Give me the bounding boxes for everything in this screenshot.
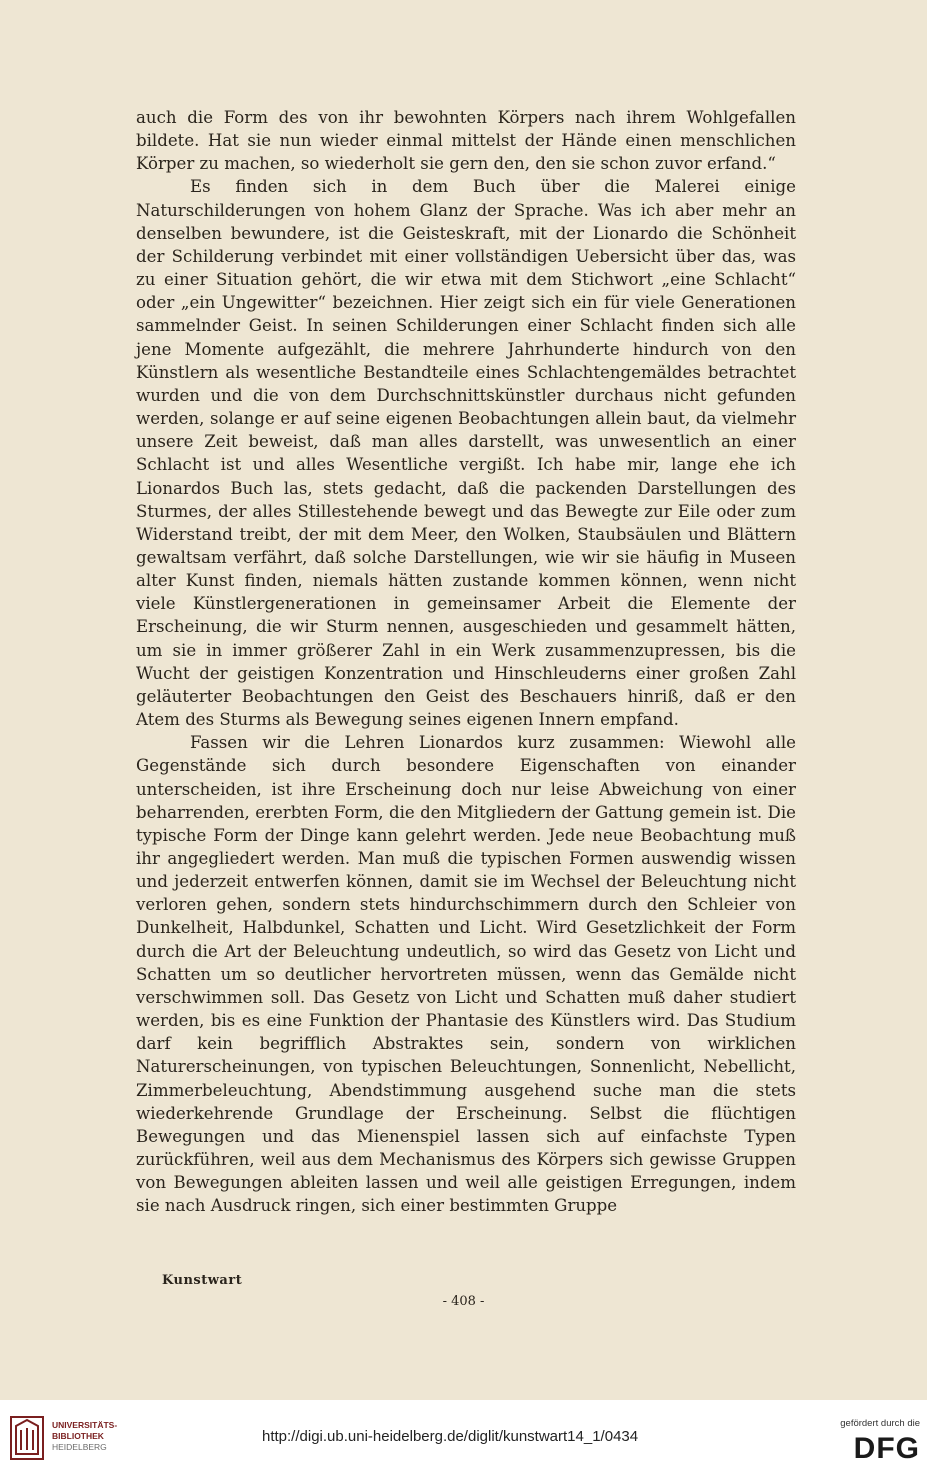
funder-caption: gefördert durch die <box>840 1418 920 1429</box>
paragraph: Es finden sich in dem Buch über die Malerei einige Naturschilderungen von hohem Glanz der Sprache. Was ich aber mehr an denselben bewundere, ist die Geisteskraft, mit der Lionardo die Schönheit der Schilderung verbindet mit einer vollständigen Uebersicht über das, was zu einer Situation gehört, die wir etwa mit dem Stichwort „eine Schlacht“ oder „ein Ungewitter“ bezeichnen. Hier zeigt sich ein für viele Generationen sammelnder Geist. In seinen Schilderungen einer Schlacht finden sich alle jene Momente aufgezählt, die mehrere Jahrhunderte hindurch von den Künstlern als wesentliche Bestandteile eines Schlachtengemäldes betrachtet wurden und die von dem Durchschnittskünstler durchaus nicht gefunden werden, solange er auf seine eigenen Beobachtungen allein baut, da vielmehr unsere Zeit beweist, daß man alles darstellt, was unwesentlich an einer Schlacht ist und alles Wesentliche vergißt. Ich habe mir, lange ehe ich Lionardos Buch las, stets gedacht, daß die packenden Darstellungen des Sturmes, der alles Stillestehende bewegt und das Bewegte zur Eile oder zum Widerstand treibt, der mit dem Meer, den Wolken, Staubsäulen und Blättern gewaltsam verfährt, daß solche Darstellungen, wie wir sie häufig in Museen alter Kunst finden, niemals hätten zustande kommen können, wenn nicht viele Künstlergenerationen in gemeinsamer Arbeit die Elemente der Erscheinung, die wir Sturm nennen, ausgeschieden und gesammelt hätten, um sie in immer größerer Zahl in ein Werk zusammenzupressen, bis die Wucht der geistigen Konzentration und Hinschleuderns einer großen Zahl geläuterter Beobachtungen den Geist des Beschauers hinriß, daß er den Atem des Sturms als Bewegung seines eigenen Innern empfand. <box>136 177 796 730</box>
library-name <box>52 1420 117 1453</box>
paragraph: Fassen wir die Lehren Lionardos kurz zusammen: Wiewohl alle Gegenstände sich durch besondere Eigenschaften von einander unterscheiden, ist ihre Erscheinung doch nur leise Abweichung von einer beharrenden, ererbten Form, die den Mitgliedern der Gattung gemein ist. Die typische Form der Dinge kann gelehrt werden. Jede neue Beobachtung muß ihr angegliedert werden. Man muß die typischen Formen auswendig wissen und jederzeit entwerfen können, damit sie im Wechsel der Beleuchtung nicht verloren gehen, sondern stets hindurchschimmern durch den Schleier von Dunkelheit, Halbdunkel, Schatten und Licht. Wird Gesetzlichkeit der Form durch die Art der Beleuchtung undeutlich, so wird das Gesetz von Licht und Schatten um so deutlicher hervortreten müssen, wenn das Gemälde nicht verschwimmen soll. Das Gesetz von Licht und Schatten muß daher studiert werden, bis es eine Funktion der Phantasie des Künstlers wird. Das Studium darf kein begrifflich Abstraktes sein, sondern von wirklichen Naturerscheinungen, von typischen Beleuchtungen, Sonnenlicht, Nebellicht, Zimmerbeleuchtung, Abendstimmung ausgehend suche man die stets wiederkehrende Grundlage der Erscheinung. Selbst die flüchtigen Bewegungen und das Mienenspiel lassen sich auf einfachste Typen zurückführen, weil aus dem Mechanismus des Körpers sich gewisse Gruppen von Bewegungen ableiten lassen und weil alle geistigen Erregungen, indem sie nach Ausdruck ringen, sich einer bestimmten Gruppe <box>136 733 796 1216</box>
library-seal-icon <box>10 1416 44 1460</box>
permalink-url[interactable]: http://digi.ub.uni-heidelberg.de/diglit/kunstwart14_1/0434 <box>262 1428 639 1445</box>
library-name-line: HEIDELBERG <box>52 1442 107 1452</box>
journal-footer: Kunstwart <box>162 1273 243 1288</box>
paragraph: auch die Form des von ihr bewohnten Körpers nach ihrem Wohlgefallen bildete. Hat sie nun wieder einmal mittelst der Hände einen menschlichen Körper zu machen, so wiederholt sie gern den, den sie schon zuvor erfand.“ <box>136 108 796 174</box>
page-number: - 408 - <box>442 1294 485 1309</box>
library-name-line: BIBLIOTHEK <box>52 1431 104 1441</box>
funder-logo[interactable] <box>812 1418 920 1468</box>
body-text <box>136 106 796 1218</box>
library-name-line: UNIVERSITÄTS- <box>52 1420 118 1430</box>
dfg-logo-icon: DFG <box>853 1432 920 1465</box>
university-library-logo[interactable] <box>10 1414 130 1462</box>
